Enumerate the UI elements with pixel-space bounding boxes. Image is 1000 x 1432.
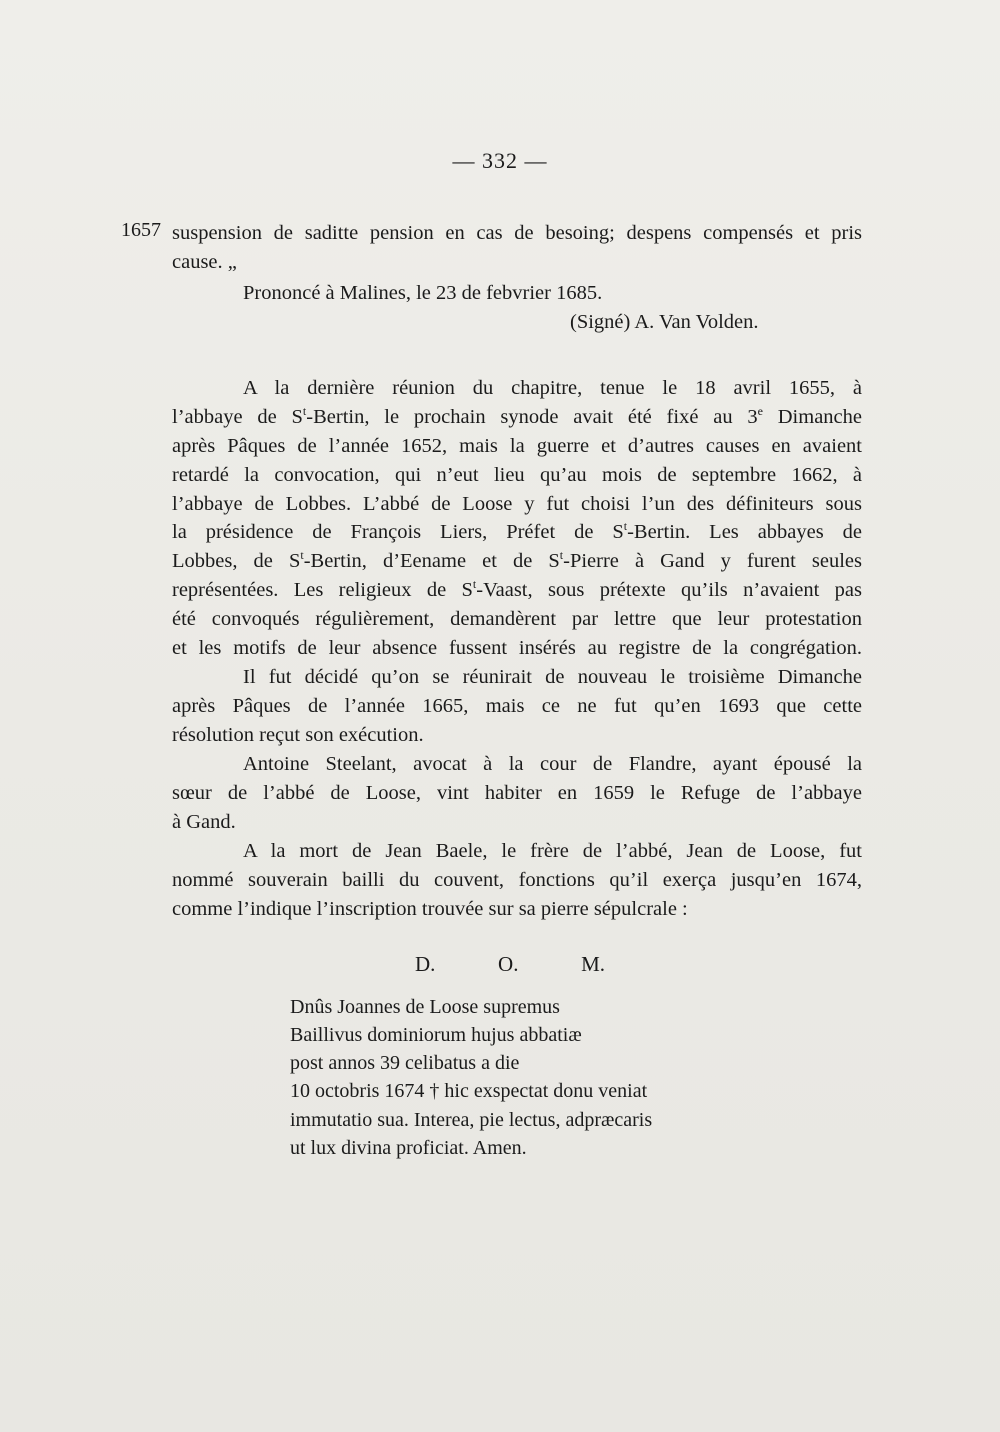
- paragraph1-line-5: l’abbaye de Lobbes. L’abbé de Loose y fut choisi l’un des définiteurs sous: [172, 493, 862, 515]
- inscription-d: D.: [415, 952, 436, 976]
- paragraph1-line-3: après Pâques de l’année 1652, mais la guerre et d’autres causes en avaient: [172, 435, 862, 457]
- judgment-line-2: cause. „: [172, 251, 237, 273]
- paragraph1-line-10: et les motifs de leur absence fussent insérés au registre de la congrégation.: [172, 637, 862, 659]
- paragraph1-line-2: l’abbaye de $S^t$-Bertin, le prochain synode avait été fixé au 3e Dimanche: [172, 404, 862, 428]
- paragraph1-line-4: retardé la convocation, qui n’eut lieu qu’au mois de septembre 1662, à: [172, 464, 862, 486]
- paragraph2-line-3: résolution reçut son exécution.: [172, 724, 424, 746]
- pronounced-line: Prononcé à Malines, le 23 de febvrier 1685.: [243, 282, 603, 304]
- paragraph1-line-7: Lobbes, de $S^t$-Bertin, d’Eename et de $S^t$-Pierre à Gand y furent seules: [172, 548, 863, 572]
- paragraph3-line-1: Antoine Steelant, avocat à la cour de Flandre, ayant épousé la: [243, 753, 862, 775]
- paragraph1-line-1: A la dernière réunion du chapitre, tenue le 18 avril 1655, à: [243, 377, 862, 399]
- epitaph-line-5: immutatio sua. Interea, pie lectus, adpræcaris: [290, 1109, 653, 1131]
- paragraph1-line-8: représentées. Les religieux de $S^t$-Vaast, sous prétexte qu’ils n’avaient pas: [172, 577, 862, 601]
- page-number: — 332 —: [452, 148, 548, 173]
- epitaph-line-6: ut lux divina proficiat. Amen.: [290, 1137, 527, 1159]
- judgment-line-1: suspension de saditte pension en cas de besoing; despens compensés et pris: [172, 222, 862, 244]
- paragraph2-line-1: Il fut décidé qu’on se réunirait de nouveau le troisième Dimanche: [243, 666, 862, 688]
- paragraph2-line-2: après Pâques de l’année 1665, mais ce ne fut qu’en 1693 que cette: [172, 695, 862, 717]
- epitaph-line-3: post annos 39 celibatus a die: [290, 1052, 520, 1074]
- inscription-o: O.: [498, 952, 519, 976]
- paragraph4-line-1: A la mort de Jean Baele, le frère de l’abbé, Jean de Loose, fut: [243, 840, 862, 862]
- paragraph1-line-9: été convoqués régulièrement, demandèrent par lettre que leur protestation: [172, 608, 862, 630]
- epitaph-line-4: 10 octobris 1674 † hic exspectat donu veniat: [290, 1080, 648, 1102]
- epitaph-line-2: Baillivus dominiorum hujus abbatiæ: [290, 1024, 582, 1046]
- margin-year: 1657: [121, 219, 161, 241]
- paragraph1-line-6: la présidence de François Liers, Préfet de $S^t$-Bertin. Les abbayes de: [172, 519, 862, 543]
- inscription-m: M.: [581, 952, 605, 976]
- epitaph-line-1: Dnûs Joannes de Loose supremus: [290, 996, 560, 1018]
- inscription-heading: [415, 952, 605, 977]
- paragraph3-line-3: à Gand.: [172, 811, 236, 833]
- paragraph3-line-2: sœur de l’abbé de Loose, vint habiter en 1659 le Refuge de l’abbaye: [172, 782, 862, 804]
- paragraph4-line-3: comme l’indique l’inscription trouvée sur sa pierre sépulcrale :: [172, 898, 688, 920]
- signature-line: (Signé) A. Van Volden.: [570, 311, 759, 333]
- paragraph4-line-2: nommé souverain bailli du couvent, fonctions qu’il exerça jusqu’en 1674,: [172, 869, 862, 891]
